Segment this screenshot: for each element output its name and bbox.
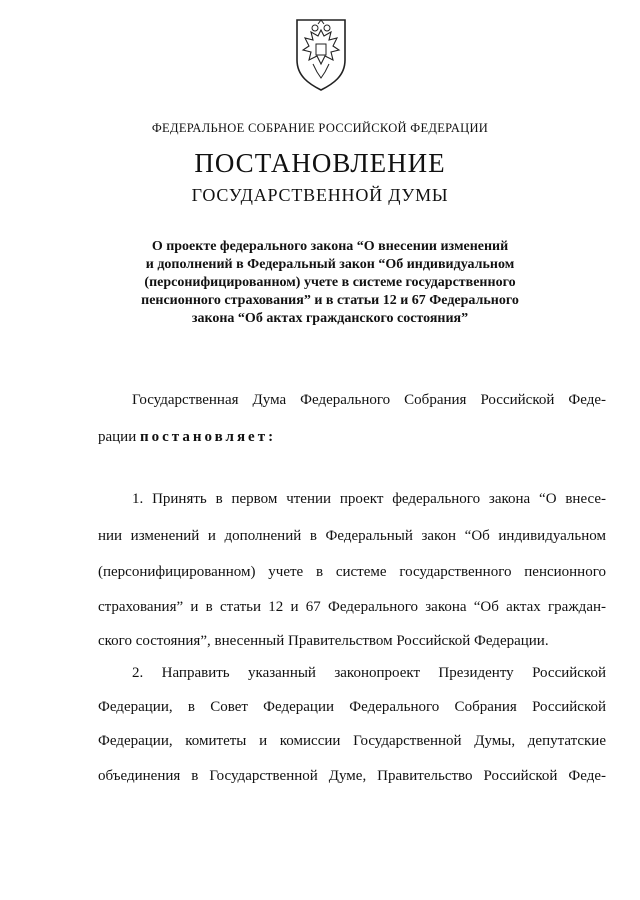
subject-line: и дополнений в Федеральный закон “Об индивидуальном <box>145 257 515 272</box>
document-subtitle: ГОСУДАРСТВЕННОЙ ДУМЫ <box>191 185 449 205</box>
clause-line: Федерации, в Совет Федерации Федерального Собрания Российской <box>98 699 606 715</box>
subject-line: (персонифицированном) учете в системе государственного <box>144 275 516 290</box>
resolves-keyword: постановляет: <box>140 429 277 445</box>
clause-line: нии изменений и дополнений в Федеральный закон “Об индивидуальном <box>98 528 606 544</box>
subject-line: закона “Об актах гражданского состояния” <box>191 311 469 326</box>
subject-line: О проекте федерального закона “О внесении изменений <box>151 239 509 254</box>
resolution-subject <box>120 238 540 328</box>
clause-line: 2. Направить указанный законопроект Президенту Российской <box>132 665 606 681</box>
clause-line: 1. Принять в первом чтении проект федерального закона “О внесе- <box>132 491 606 507</box>
clause-line: Федерации, комитеты и комиссии Государственной Думы, депутатские <box>98 733 606 749</box>
document-title: ПОСТАНОВЛЕНИЕ <box>194 148 446 178</box>
russian-coat-of-arms-icon <box>289 14 353 92</box>
subject-line: пенсионного страхования” и в статьи 12 и 67 Федерального <box>141 293 519 308</box>
clause-line: объединения в Государственной Думе, Правительство Российской Феде- <box>98 768 606 784</box>
preamble-text: рации <box>98 429 137 445</box>
preamble-line <box>98 429 606 446</box>
clause-line: ского состояния”, внесенный Правительством Российской Федерации. <box>98 633 549 649</box>
clause-line: страхования” и в статьи 12 и 67 Федерального закона “Об актах граждан- <box>98 599 606 615</box>
organization-name: ФЕДЕРАЛЬНОЕ СОБРАНИЕ РОССИЙСКОЙ ФЕДЕРАЦИИ <box>151 121 489 135</box>
clause-line: (персонифицированном) учете в системе государственного пенсионного <box>98 564 606 580</box>
preamble-line: Государственная Дума Федерального Собрания Российской Феде- <box>132 392 606 408</box>
